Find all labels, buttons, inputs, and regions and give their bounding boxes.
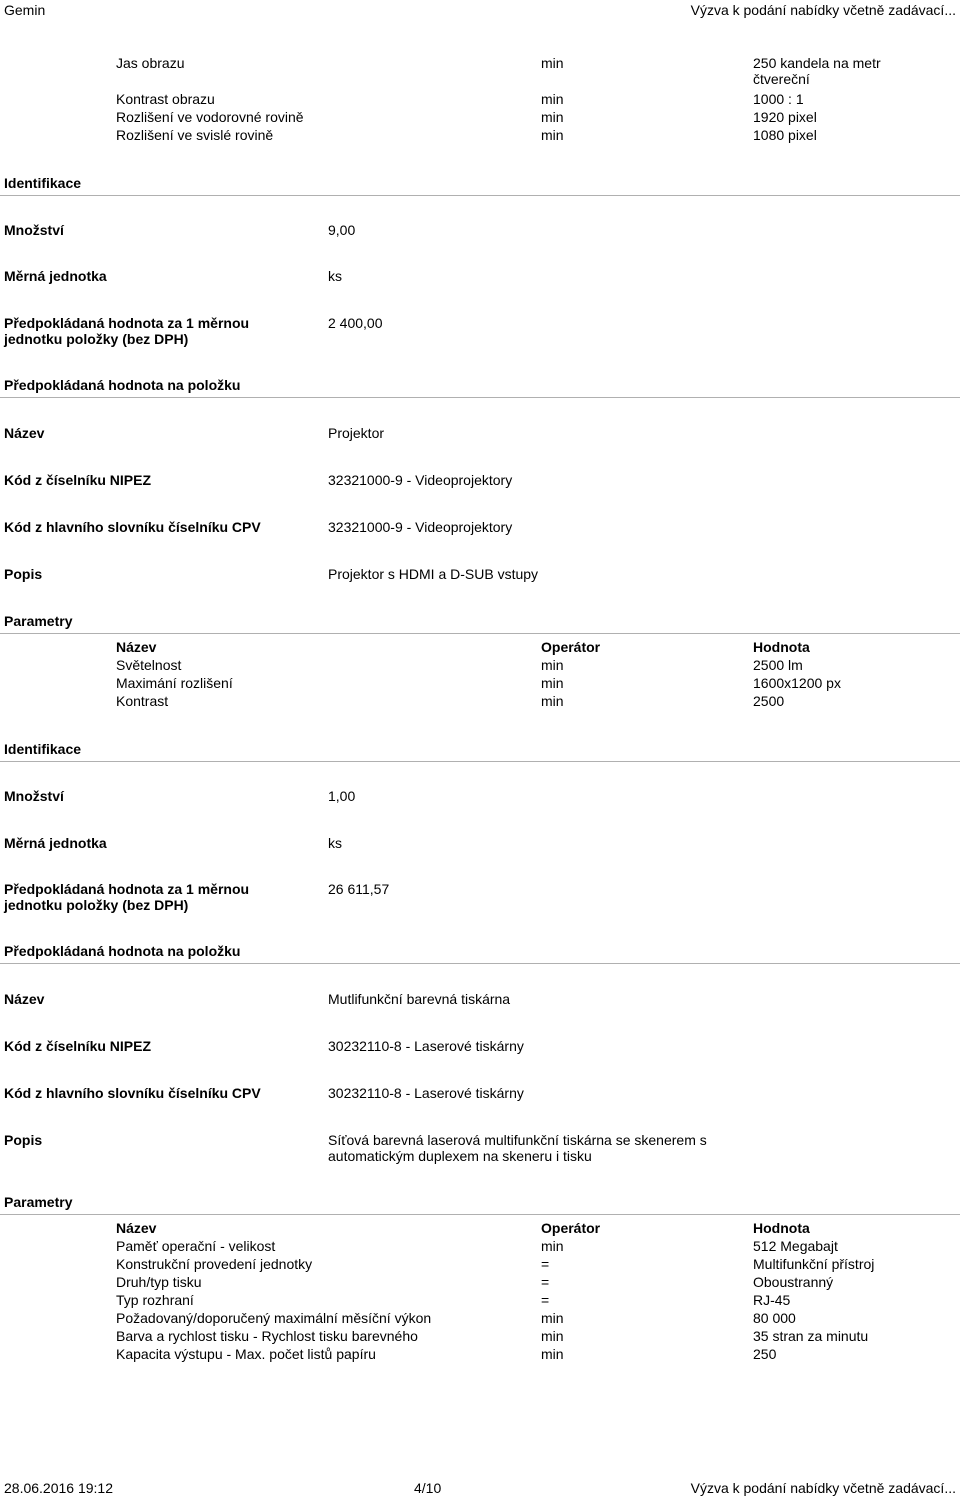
divider (0, 963, 960, 964)
desc-value: Síťová barevná laserová multifunkční tiskárna se skenerem s automatickým duplexem na skeneru i tisku (328, 1132, 707, 1164)
col-header-op: Operátor (541, 639, 601, 655)
footer-page: 4/10 (414, 1480, 442, 1496)
qty-value: 1,00 (328, 788, 356, 804)
footer-right: Výzva k podání nabídky včetně zadávací... (690, 1480, 956, 1496)
top-param-op: min (541, 91, 564, 107)
top-param-op: min (541, 127, 564, 143)
top-param-value: 250 kandela na metr čtvereční (753, 55, 881, 87)
param-op: min (541, 693, 564, 709)
header-right: Výzva k podání nabídky včetně zadávací... (690, 2, 956, 18)
param-name: Požadovaný/doporučený maximální měsíční výkon (116, 1310, 432, 1326)
unit-price-label: Předpokládaná hodnota za 1 měrnou jednotku položky (bez DPH) (4, 881, 250, 913)
unit-label: Měrná jednotka (4, 835, 107, 851)
divider (0, 633, 960, 634)
top-param-name: Jas obrazu (116, 55, 185, 71)
name-value: Projektor (328, 425, 385, 441)
section-total: Předpokládaná hodnota na položku (4, 377, 241, 393)
top-param-value: 1920 pixel (753, 109, 817, 125)
header-left: Gemin (4, 2, 46, 18)
top-param-op: min (541, 55, 564, 71)
unit-value: ks (328, 268, 342, 284)
name-label: Název (4, 991, 45, 1007)
param-op: min (541, 1328, 564, 1344)
col-header-value: Hodnota (753, 639, 810, 655)
param-value: 2500 (753, 693, 785, 709)
unit-price-value: 2 400,00 (328, 315, 383, 331)
param-op: min (541, 1346, 564, 1362)
param-op: min (541, 675, 564, 691)
unit-price-value: 26 611,57 (328, 881, 390, 897)
cpv-value: 30232110-8 - Laserové tiskárny (328, 1085, 524, 1101)
nipez-value: 30232110-8 - Laserové tiskárny (328, 1038, 524, 1054)
cpv-value: 32321000-9 - Videoprojektory (328, 519, 513, 535)
nipez-value: 32321000-9 - Videoprojektory (328, 472, 513, 488)
param-op: min (541, 1238, 564, 1254)
desc-value: Projektor s HDMI a D-SUB vstupy (328, 566, 539, 582)
param-name: Druh/typ tisku (116, 1274, 202, 1290)
top-param-name: Kontrast obrazu (116, 91, 215, 107)
name-label: Název (4, 425, 45, 441)
qty-label: Množství (4, 788, 64, 804)
cpv-label: Kód z hlavního slovníku číselníku CPV (4, 519, 261, 535)
param-op: = (541, 1292, 550, 1308)
desc-label: Popis (4, 566, 43, 582)
section-identifikace: Identifikace (4, 175, 82, 191)
nipez-label: Kód z číselníku NIPEZ (4, 1038, 152, 1054)
param-value: Multifunkční přístroj (753, 1256, 875, 1272)
section-total: Předpokládaná hodnota na položku (4, 943, 241, 959)
qty-label: Množství (4, 222, 64, 238)
param-value: RJ-45 (753, 1292, 791, 1308)
unit-label: Měrná jednotka (4, 268, 107, 284)
param-name: Konstrukční provedení jednotky (116, 1256, 313, 1272)
name-value: Mutlifunkční barevná tiskárna (328, 991, 511, 1007)
param-name: Světelnost (116, 657, 182, 673)
divider (0, 761, 960, 762)
divider (0, 397, 960, 398)
top-param-name: Rozlišení ve svislé rovině (116, 127, 274, 143)
section-parametry: Parametry (4, 1194, 73, 1210)
top-param-name: Rozlišení ve vodorovné rovině (116, 109, 304, 125)
param-value: Oboustranný (753, 1274, 834, 1290)
desc-label: Popis (4, 1132, 43, 1148)
param-value: 250 (753, 1346, 777, 1362)
param-name: Typ rozhraní (116, 1292, 194, 1308)
nipez-label: Kód z číselníku NIPEZ (4, 472, 152, 488)
top-param-op: min (541, 109, 564, 125)
col-header-op: Operátor (541, 1220, 601, 1236)
section-parametry: Parametry (4, 613, 73, 629)
footer-date: 28.06.2016 19:12 (4, 1480, 113, 1496)
unit-price-label: Předpokládaná hodnota za 1 měrnou jednotku položky (bez DPH) (4, 315, 250, 347)
col-header-value: Hodnota (753, 1220, 810, 1236)
divider (0, 195, 960, 196)
divider (0, 1214, 960, 1215)
top-param-value: 1000 : 1 (753, 91, 804, 107)
param-op: min (541, 1310, 564, 1326)
param-name: Kapacita výstupu - Max. počet listů papíru (116, 1346, 376, 1362)
param-op: min (541, 657, 564, 673)
top-param-value: 1080 pixel (753, 127, 817, 143)
param-op: = (541, 1256, 550, 1272)
qty-value: 9,00 (328, 222, 356, 238)
cpv-label: Kód z hlavního slovníku číselníku CPV (4, 1085, 261, 1101)
section-identifikace: Identifikace (4, 741, 82, 757)
param-value: 512 Megabajt (753, 1238, 838, 1254)
param-value: 80 000 (753, 1310, 796, 1326)
unit-value: ks (328, 835, 342, 851)
param-name: Maximání rozlišení (116, 675, 233, 691)
col-header-name: Název (116, 1220, 157, 1236)
param-name: Barva a rychlost tisku - Rychlost tisku barevného (116, 1328, 418, 1344)
param-value: 35 stran za minutu (753, 1328, 869, 1344)
param-name: Paměť operační - velikost (116, 1238, 276, 1254)
param-value: 2500 lm (753, 657, 803, 673)
param-op: = (541, 1274, 550, 1290)
col-header-name: Název (116, 639, 157, 655)
param-value: 1600x1200 px (753, 675, 841, 691)
param-name: Kontrast (116, 693, 169, 709)
